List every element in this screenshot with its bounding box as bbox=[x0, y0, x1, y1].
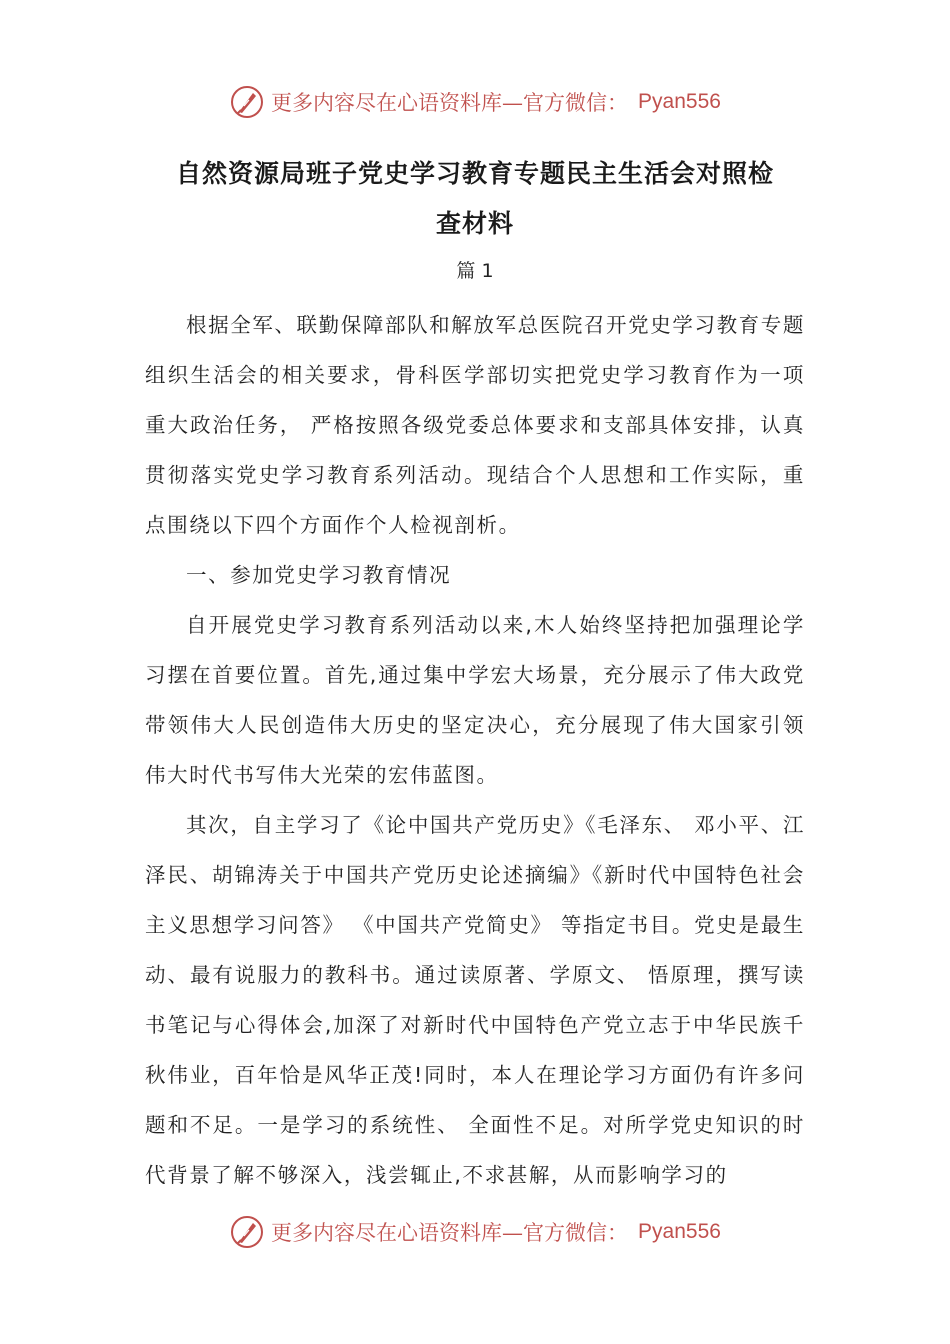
footer-watermark-banner bbox=[0, 1212, 950, 1252]
document-body bbox=[145, 300, 805, 1200]
watermark-text: 更多内容尽在心语资料库—官方微信： bbox=[271, 91, 629, 115]
wechat-handle: Pyan556 bbox=[638, 90, 721, 113]
quill-pen-logo-icon bbox=[229, 1214, 265, 1250]
document-title-line-2: 查材料 bbox=[435, 209, 514, 238]
body-paragraph: 其次，自主学习了《论中国共产党历史》《毛泽东、 邓小平、江泽民、胡锦涛关于中国共产党历史论述摘编》《新时代中国特色社会主义思想学习问答》 《中国共产党简史》 等指定书目。党史是最生动、最有说服力的教科书。通过读原著、学原文、 悟原理，撰写读书笔记与心得体会,加深了对新时代中国特色产党立志于中华民族千秋伟业，百年恰是风华正茂!同时，本人在理论学习方面仍有许多问题和不足。一是学习的系统性、 全面性不足。对所学党史知识的时代背景了解不够深入，浅尝辄止,不求甚解，从而影响学习的 bbox=[145, 813, 805, 1187]
quill-pen-logo-icon bbox=[229, 84, 265, 120]
section-heading: 一、参加党史学习教育情况 bbox=[186, 563, 452, 587]
header-watermark-banner bbox=[0, 82, 950, 122]
wechat-handle: Pyan556 bbox=[638, 1220, 721, 1243]
document-title-line-1: 自然资源局班子党史学习教育专题民主生活会对照检 bbox=[175, 159, 774, 188]
body-paragraph: 自开展党史学习教育系列活动以来,木人始终坚持把加强理论学习摆在首要位置。首先,通过集中学宏大场景，充分展示了伟大政党带领伟大人民创造伟大历史的坚定决心，充分展现了伟大国家引领伟大时代书写伟大光荣的宏伟蓝图。 bbox=[145, 613, 805, 787]
watermark-text: 更多内容尽在心语资料库—官方微信： bbox=[271, 1221, 629, 1245]
section-label: 篇 1 bbox=[456, 260, 494, 282]
body-paragraph: 根据全军、联勤保障部队和解放军总医院召开党史学习教育专题组织生活会的相关要求，骨科医学部切实把党史学习教育作为一项重大政治任务， 严格按照各级党委总体要求和支部具体安排，认真贯彻落实党史学习教育系列活动。现结合个人思想和工作实际，重点围绕以下四个方面作个人检视剖析。 bbox=[145, 313, 805, 537]
